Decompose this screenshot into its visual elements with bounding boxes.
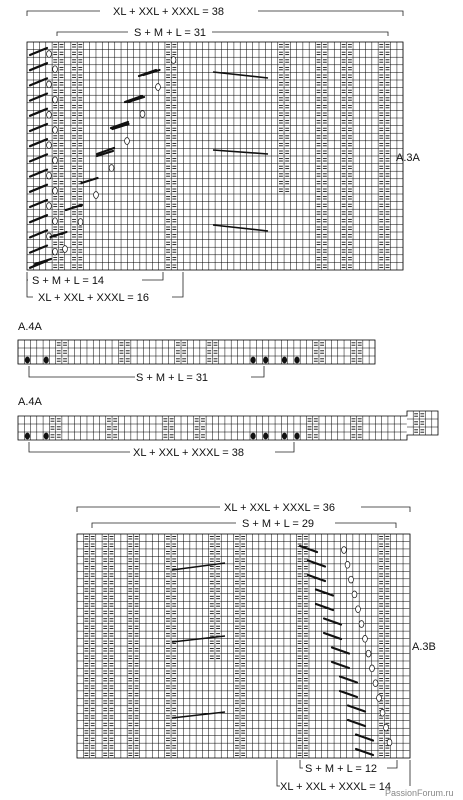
chart-a3b bbox=[77, 502, 436, 793]
yarn-over-mark bbox=[384, 724, 389, 731]
decrease-mark bbox=[308, 561, 325, 567]
a3b-top-label-2: S + M + L = 29 bbox=[242, 518, 315, 530]
decrease-mark bbox=[316, 604, 333, 610]
decrease-mark bbox=[356, 735, 373, 741]
yarn-over-mark bbox=[387, 739, 392, 746]
yarn-over-mark bbox=[370, 665, 375, 672]
a3a-top-label-2: S + M + L = 31 bbox=[134, 27, 207, 39]
yarn-over-mark bbox=[125, 138, 130, 145]
yarn-over-mark bbox=[53, 157, 58, 164]
decrease-mark bbox=[30, 78, 47, 85]
decrease-mark bbox=[30, 63, 47, 70]
a3a-top-bracket-2 bbox=[57, 32, 388, 36]
yarn-over-mark bbox=[366, 650, 371, 657]
yarn-over-mark bbox=[380, 709, 385, 716]
chart-a4a-xl-frame bbox=[18, 411, 438, 440]
decrease-mark bbox=[30, 94, 47, 101]
bobble-mark bbox=[294, 357, 299, 364]
decrease-mark bbox=[30, 170, 47, 177]
yarn-over-mark bbox=[94, 192, 99, 199]
yarn-over-mark bbox=[363, 635, 368, 642]
a3a-chart-name: A.3A bbox=[396, 152, 420, 164]
bobble-mark bbox=[25, 433, 30, 440]
chart-a4a-sml bbox=[18, 321, 375, 384]
watermark: PassionForum.ru bbox=[385, 788, 454, 798]
bobble-mark bbox=[282, 357, 287, 364]
yarn-over-mark bbox=[377, 695, 382, 702]
yarn-over-mark bbox=[109, 165, 114, 172]
a3a-bottom-label-1: S + M + L = 14 bbox=[32, 275, 105, 287]
yarn-over-mark bbox=[47, 111, 52, 118]
a3a-top-label-1: XL + XXL + XXXL = 38 bbox=[113, 6, 224, 18]
yarn-over-mark bbox=[53, 218, 58, 225]
bobble-mark bbox=[251, 433, 256, 440]
decrease-mark bbox=[316, 590, 333, 596]
a3b-bottom-label-2: XL + XXL + XXXL = 14 bbox=[280, 781, 391, 793]
decrease-mark bbox=[356, 749, 373, 755]
decrease-mark bbox=[340, 691, 357, 697]
decrease-mark bbox=[308, 575, 325, 581]
bobble-mark bbox=[263, 433, 268, 440]
chart-a4a-xl-grid bbox=[18, 411, 438, 440]
yarn-over-mark bbox=[352, 591, 357, 598]
decrease-mark bbox=[30, 246, 47, 253]
yarn-over-mark bbox=[356, 606, 361, 613]
yarn-over-mark bbox=[342, 547, 347, 554]
chart-a3a-grid bbox=[27, 42, 403, 270]
decrease-mark bbox=[30, 200, 47, 207]
yarn-over-mark bbox=[47, 51, 52, 58]
yarn-over-mark bbox=[53, 66, 58, 73]
yarn-over-mark bbox=[373, 680, 378, 687]
chart-a4a-sml-frame bbox=[18, 340, 375, 364]
yarn-over-mark bbox=[156, 84, 161, 91]
yarn-over-mark bbox=[47, 81, 52, 88]
bobble-mark bbox=[25, 357, 30, 364]
chart-a3a bbox=[27, 6, 421, 304]
bobble-mark bbox=[44, 357, 49, 364]
a4a-xl-title: A.4A bbox=[18, 396, 42, 408]
decrease-mark bbox=[340, 677, 357, 683]
yarn-over-mark bbox=[53, 127, 58, 134]
yarn-over-mark bbox=[47, 142, 52, 149]
yarn-over-mark bbox=[47, 203, 52, 210]
a4a-xl-bottom-label: XL + XXL + XXXL = 38 bbox=[133, 447, 244, 459]
chart-a4a-xl-symbols bbox=[25, 414, 424, 440]
a3b-top-label-1: XL + XXL + XXXL = 36 bbox=[224, 502, 335, 514]
yarn-over-mark bbox=[53, 187, 58, 194]
bobble-mark bbox=[294, 433, 299, 440]
yarn-over-mark bbox=[78, 219, 83, 226]
yarn-over-mark bbox=[53, 96, 58, 103]
yarn-over-mark bbox=[171, 57, 176, 64]
decrease-mark bbox=[30, 154, 47, 161]
chart-a4a-sml-grid bbox=[18, 340, 375, 364]
decrease-mark bbox=[30, 109, 47, 116]
yarn-over-mark bbox=[359, 621, 364, 628]
bobble-mark bbox=[44, 433, 49, 440]
bobble-mark bbox=[251, 357, 256, 364]
bobble-mark bbox=[282, 433, 287, 440]
chart-a4a-sml-symbols bbox=[25, 343, 362, 364]
a3a-bottom-label-2: XL + XXL + XXXL = 16 bbox=[38, 292, 149, 304]
decrease-mark bbox=[30, 185, 47, 192]
bobble-mark bbox=[263, 357, 268, 364]
yarn-over-mark bbox=[53, 248, 58, 255]
decrease-mark bbox=[324, 633, 341, 639]
yarn-over-mark bbox=[345, 561, 350, 568]
decrease-mark bbox=[30, 215, 47, 222]
decrease-mark bbox=[348, 706, 365, 712]
decrease-mark bbox=[30, 139, 47, 146]
cable-mark bbox=[172, 712, 225, 718]
a3b-bottom-label-1: S + M + L = 12 bbox=[305, 763, 378, 775]
yarn-over-mark bbox=[349, 576, 354, 583]
a3b-chart-name: A.3B bbox=[412, 641, 436, 653]
yarn-over-mark bbox=[47, 172, 52, 179]
yarn-over-mark bbox=[140, 111, 145, 118]
yarn-over-mark bbox=[63, 246, 68, 253]
decrease-mark bbox=[30, 124, 47, 131]
decrease-mark bbox=[30, 230, 47, 237]
decrease-mark bbox=[30, 48, 47, 55]
chart-a4a-xl bbox=[18, 396, 438, 459]
a4a-sml-bottom-label: S + M + L = 31 bbox=[136, 372, 209, 384]
a4a-sml-title: A.4A bbox=[18, 321, 42, 333]
